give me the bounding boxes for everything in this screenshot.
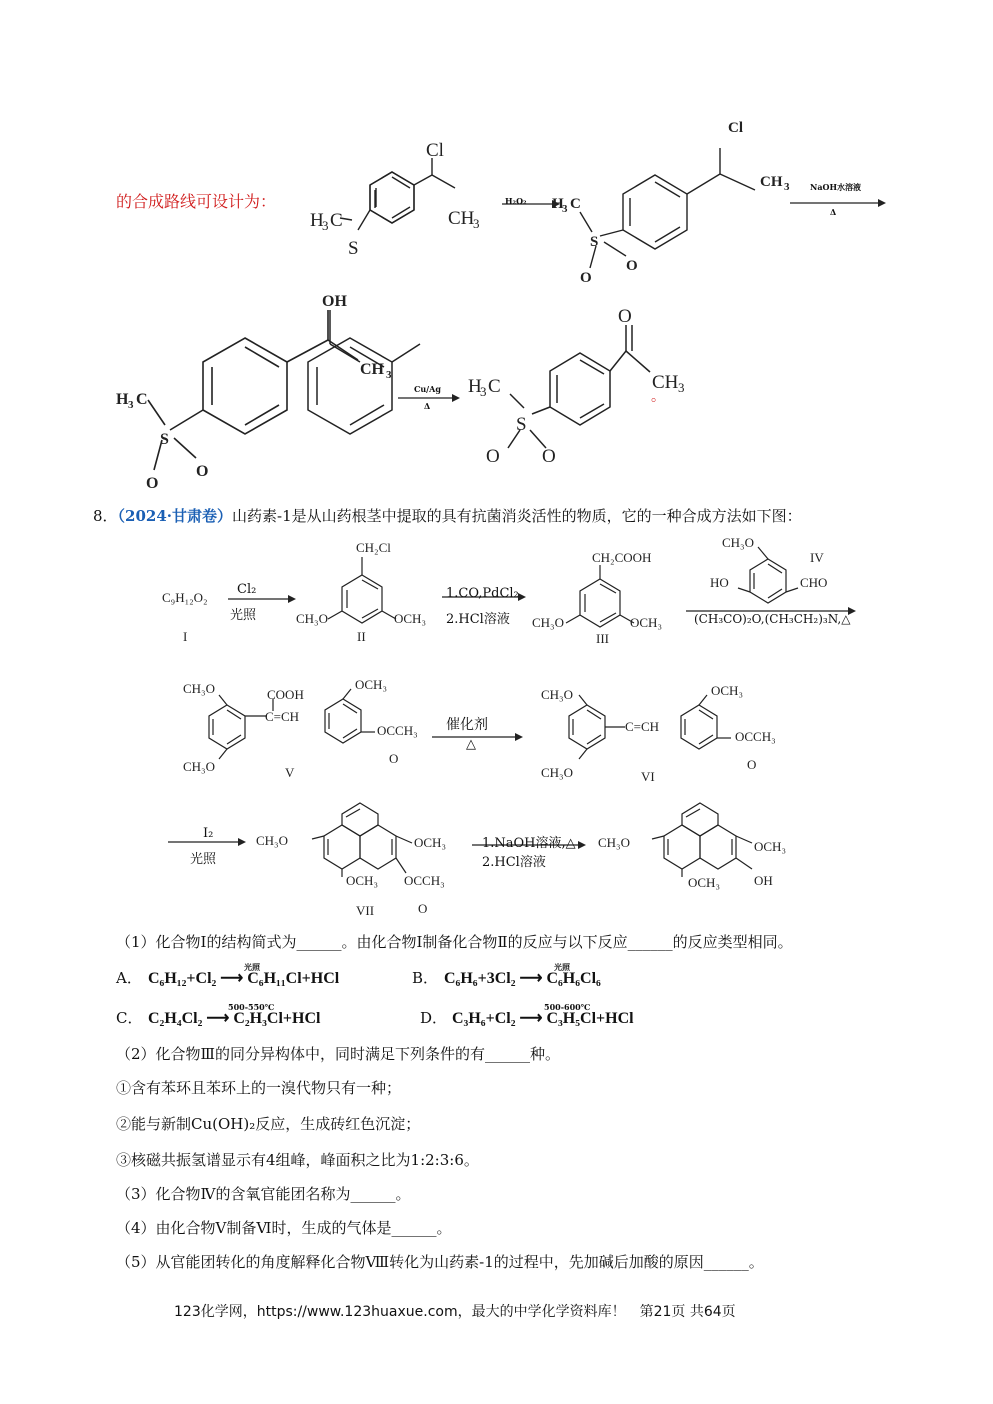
svg-text:OCH₃: OCH₃ — [346, 873, 378, 888]
svg-text:H: H — [468, 376, 482, 397]
svg-text:V: V — [285, 765, 295, 780]
svg-text:CH₃O: CH₃O — [296, 611, 328, 626]
option-c-label: C． — [116, 1009, 143, 1027]
svg-text:HO: HO — [710, 575, 729, 590]
option-a-cond: 光照 — [244, 962, 260, 972]
svg-text:C: C — [570, 196, 581, 212]
svg-text:I: I — [183, 629, 188, 644]
option-d: C₃H₆+Cl₂ ⟶ C₃H₅Cl+HCl — [452, 1010, 634, 1027]
option-d-label: D． — [420, 1009, 448, 1027]
svg-text:OCCH₃: OCCH₃ — [404, 873, 445, 888]
svg-text:OH: OH — [322, 293, 347, 310]
svg-text:H: H — [116, 391, 129, 408]
question-4: （4）由化合物Ⅴ制备Ⅵ时，生成的气体是______。 — [116, 1219, 452, 1237]
svg-text:Cl: Cl — [426, 140, 444, 161]
light-label-1: 光照 — [230, 608, 257, 623]
option-c-cond: 500-550℃ — [228, 1002, 275, 1012]
svg-text:O: O — [389, 751, 399, 766]
svg-text:II: II — [357, 629, 366, 644]
svg-text:3: 3 — [562, 203, 568, 215]
svg-text:CH₂Cl: CH₂Cl — [356, 540, 391, 555]
svg-text:OCH₃: OCH₃ — [711, 683, 743, 698]
svg-text:CH₃O: CH₃O — [541, 765, 573, 780]
svg-text:H: H — [310, 210, 324, 231]
question-2: （2）化合物Ⅲ的同分异构体中，同时满足下列条件的有______种。 — [116, 1045, 561, 1063]
svg-text:CH: CH — [760, 174, 783, 190]
question-5: （5）从官能团转化的角度解释化合物Ⅷ转化为山药素-1的过程中，先加碱后加酸的原因______。 — [116, 1253, 764, 1271]
q8-number: 8． — [93, 507, 118, 525]
svg-text:3: 3 — [678, 380, 685, 395]
svg-text:O: O — [580, 270, 592, 286]
svg-text:CH₃O: CH₃O — [541, 687, 573, 702]
alcohol-and-ketone — [110, 290, 710, 495]
condition-2: ②能与新制Cu(OH)₂反应，生成砖红色沉淀； — [116, 1115, 421, 1133]
svg-text:O: O — [418, 901, 428, 916]
svg-text:O: O — [747, 757, 757, 772]
svg-text:OCH₃: OCH₃ — [355, 677, 387, 692]
q8-source: （2024·甘肃卷） — [117, 507, 233, 525]
option-c: C₂H₄Cl₂ ⟶ C₂H₃Cl+HCl — [148, 1010, 321, 1027]
svg-text:3: 3 — [128, 399, 134, 411]
svg-text:O: O — [486, 446, 500, 467]
svg-text:O: O — [196, 463, 209, 480]
svg-text:OCH₃: OCH₃ — [754, 839, 786, 854]
route-intro: 的合成路线可设计为： — [116, 192, 277, 211]
svg-text:C₉H₁₂O₂: C₉H₁₂O₂ — [162, 590, 208, 605]
svg-text:CH: CH — [448, 208, 475, 229]
svg-text:Cl: Cl — [728, 120, 743, 136]
cl2-label: Cl₂ — [237, 582, 257, 597]
naoh-label: NaOH水溶液 — [810, 182, 862, 192]
option-a: C₆H₁₂+Cl₂ ⟶ C₆H₁₁Cl+HCl — [148, 970, 340, 987]
option-a-label: A． — [116, 969, 142, 987]
light-label-2: 光照 — [190, 852, 217, 867]
svg-text:OCCH₃: OCCH₃ — [377, 723, 418, 738]
condition-1: ①含有苯环且苯环上的一溴代物只有一种； — [116, 1079, 402, 1097]
cuag-label: Cu/Ag — [414, 384, 441, 394]
route-period: 。 — [651, 389, 665, 405]
option-b: C₆H₆+3Cl₂ ⟶ C₆H₆Cl₆ — [444, 970, 601, 987]
svg-text:H: H — [552, 196, 564, 212]
h2o2-label: H₂O₂ — [505, 196, 527, 206]
svg-text:C: C — [330, 210, 343, 231]
i2-label: I₂ — [203, 826, 214, 841]
svg-text:CH₂COOH: CH₂COOH — [592, 550, 652, 565]
option-d-cond: 500-600℃ — [544, 1002, 591, 1012]
svg-text:3: 3 — [386, 369, 392, 381]
svg-text:CH₃O: CH₃O — [183, 759, 215, 774]
hcl-label-2: 2.HCl溶液 — [482, 855, 546, 870]
hcl-label-1: 2.HCl溶液 — [446, 612, 510, 627]
svg-text:3: 3 — [784, 181, 790, 193]
svg-text:S: S — [160, 431, 169, 448]
svg-text:CH₃O: CH₃O — [256, 833, 288, 848]
options-ab — [116, 962, 836, 996]
catalyst-label: 催化剂 — [446, 717, 488, 733]
svg-text:CHO: CHO — [800, 575, 828, 590]
condition-3: ③核磁共振氢谱显示有4组峰，峰面积之比为1:2:3:6。 — [116, 1151, 479, 1169]
copdcl2-label: 1.CO,PdCl₂ — [446, 586, 519, 601]
svg-text:OCH₃: OCH₃ — [630, 615, 662, 630]
svg-text:OCH₃: OCH₃ — [414, 835, 446, 850]
heat-label-1: Δ — [830, 207, 837, 217]
heat-label-2: Δ — [424, 401, 431, 411]
svg-text:C: C — [136, 391, 148, 408]
svg-text:COOH: COOH — [267, 687, 304, 702]
q8-line — [93, 506, 802, 526]
q8-text: 山药素-1是从山药根茎中提取的具有抗菌消炎活性的物质，它的一种合成方法如下图： — [232, 507, 802, 525]
svg-text:O: O — [618, 306, 632, 327]
svg-text:O: O — [542, 446, 556, 467]
option-b-label: B． — [412, 969, 439, 987]
svg-text:CH: CH — [652, 372, 679, 393]
scheme-row-b — [175, 675, 875, 790]
svg-text:O: O — [626, 258, 638, 274]
svg-text:S: S — [348, 238, 359, 259]
options-cd — [116, 1002, 836, 1036]
svg-text:C=CH: C=CH — [265, 709, 300, 724]
svg-text:3: 3 — [480, 384, 487, 399]
svg-text:CH₃O: CH₃O — [722, 535, 754, 550]
svg-text:C=CH: C=CH — [625, 719, 660, 734]
svg-text:OCH₃: OCH₃ — [394, 611, 426, 626]
svg-text:CH: CH — [360, 361, 384, 378]
svg-text:3: 3 — [473, 216, 480, 231]
svg-text:S: S — [590, 234, 599, 250]
svg-text:CH₃O: CH₃O — [183, 681, 215, 696]
svg-text:VII: VII — [356, 903, 375, 918]
route-row1-structures — [290, 120, 900, 286]
triangle-label-1: △ — [466, 737, 476, 752]
naoh-sol-label: 1.NaOH溶液,△ — [482, 836, 576, 851]
svg-text:S: S — [516, 414, 527, 435]
page-footer: 123化学网，https://www.123huaxue.com，最大的中学化学资料库！ 第21页 共64页 — [174, 1304, 736, 1320]
svg-text:O: O — [146, 475, 159, 492]
question-3: （3）化合物Ⅳ的含氧官能团名称为______。 — [116, 1185, 411, 1203]
question-1: （1）化合物Ⅰ的结构简式为______。由化合物Ⅰ制备化合物Ⅱ的反应与以下反应______的反应类型相同。 — [116, 933, 793, 951]
svg-text:OCCH₃: OCCH₃ — [735, 729, 776, 744]
option-b-cond: 光照 — [554, 962, 570, 972]
svg-text:CH₃O: CH₃O — [532, 615, 564, 630]
svg-text:VI: VI — [641, 769, 655, 784]
svg-text:3: 3 — [322, 218, 329, 233]
cond-iv-label: (CH₃CO)₂O,(CH₃CH₂)₃N,△ — [694, 612, 851, 626]
svg-text:C: C — [488, 376, 501, 397]
svg-text:OH: OH — [754, 873, 773, 888]
svg-text:CH₃O: CH₃O — [598, 835, 630, 850]
svg-text:III: III — [596, 631, 609, 646]
svg-text:OCH₃: OCH₃ — [688, 875, 720, 890]
svg-text:IV: IV — [810, 550, 824, 565]
